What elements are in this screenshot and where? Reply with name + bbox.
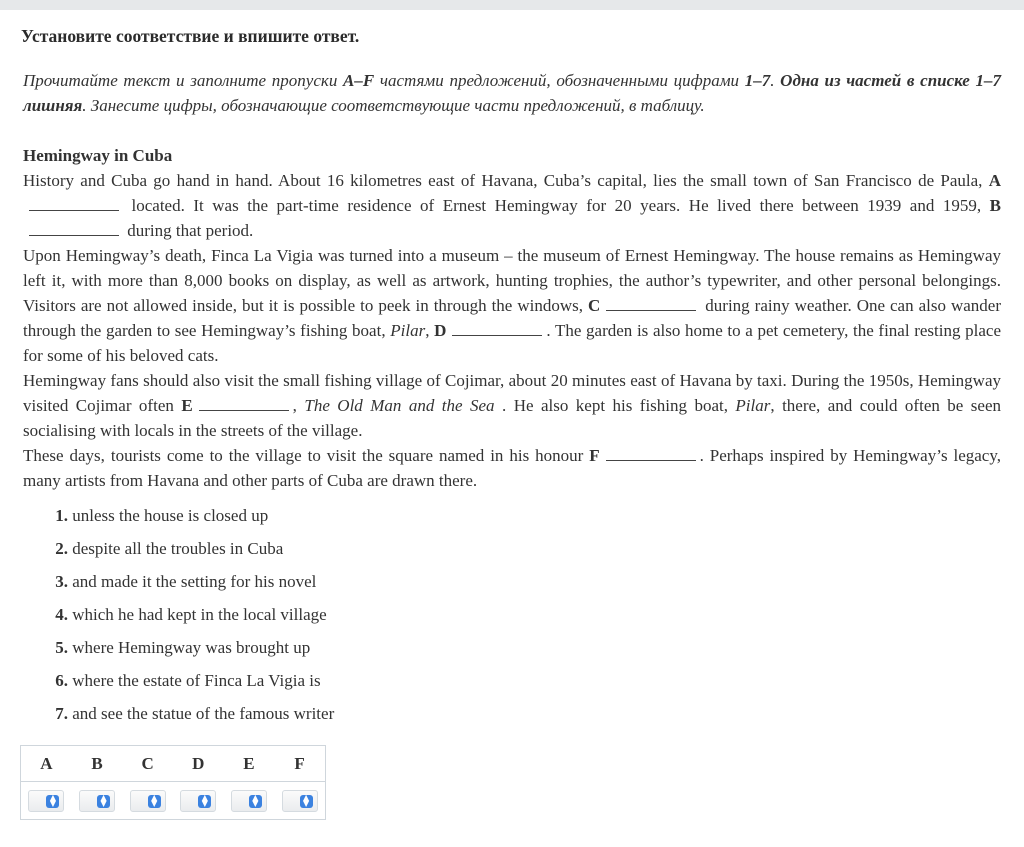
answer-cell <box>21 782 72 820</box>
option-text: unless the house is closed up <box>72 506 269 525</box>
select-arrows-icon: ▲ ▼ <box>249 795 262 808</box>
answer-select-a[interactable] <box>28 790 64 812</box>
option-number: 6. <box>55 671 68 690</box>
text-paragraph-4 <box>23 443 1001 493</box>
gap-blank-a <box>29 196 119 211</box>
option-number: 3. <box>55 572 68 591</box>
option-text: which he had kept in the local village <box>72 605 327 624</box>
answer-select-f[interactable] <box>282 790 318 812</box>
option-text: and made it the setting for his novel <box>72 572 317 591</box>
gap-label-d: D <box>434 321 447 340</box>
answer-select-b[interactable] <box>79 790 115 812</box>
text-paragraph-3 <box>23 368 1001 443</box>
boat-name: Pilar <box>390 321 426 340</box>
text-span: . Perhaps inspired by Hemingway’s legacy, many artists from Havana and other parts of Cuba are drawn there. <box>23 446 1001 490</box>
option-item <box>23 602 334 635</box>
option-item <box>23 701 334 734</box>
answer-header-a: A <box>21 746 72 782</box>
text-span: These days, tourists come to the village to visit the square named in his honour <box>23 446 590 465</box>
instr-part: . Занесите цифры, обозначающие соответствующие части предложений, в таблицу. <box>82 96 705 115</box>
text-span: Hemingway fans should also visit the small fishing village of Cojimar, about 20 minutes east of Havana by taxi. During the 1950s, Hemingway visited Cojimar often <box>23 371 1001 415</box>
option-item <box>23 536 334 569</box>
gap-label-b: B <box>989 196 1001 215</box>
text-span: during rainy weather. One can also wander through the garden to see Hemingway’s fishing boat, <box>23 296 1002 340</box>
gap-label-e: E <box>181 396 193 415</box>
novel-title: The Old Man and the Sea <box>304 396 495 415</box>
instr-bold: A–F <box>343 71 375 90</box>
options-list <box>23 503 334 734</box>
instr-part: . <box>770 71 781 90</box>
option-text: where the estate of Finca La Vigia is <box>72 671 321 690</box>
answer-header-c: C <box>122 746 173 782</box>
text-span: . The garden is also home to a pet cemetery, the final resting place for some of his beloved cats. <box>23 321 1001 365</box>
answer-cell <box>224 782 275 820</box>
boat-name: Pilar <box>735 396 771 415</box>
text-span: during that period. <box>123 221 254 240</box>
instr-bold: Одна из частей в списке 1–7 лишняя <box>23 71 1002 115</box>
text-span: , there, and could often be seen socialising with locals in the streets of the village. <box>23 396 1002 440</box>
option-item <box>23 569 334 602</box>
gap-label-f: F <box>589 446 600 465</box>
option-text: and see the statue of the famous writer <box>72 704 335 723</box>
answer-select-row <box>21 782 326 820</box>
text-paragraph-1 <box>23 168 1001 243</box>
task-instructions <box>23 68 1001 118</box>
answer-cell <box>72 782 123 820</box>
answer-header-d: D <box>173 746 224 782</box>
select-arrows-icon: ▲ ▼ <box>46 795 59 808</box>
task-title: Установите соответствие и впишите ответ. <box>21 26 360 46</box>
instr-part: частями предложений, обозначенными цифрами <box>374 71 745 90</box>
text-span: History and Cuba go hand in hand. About 16 kilometres east of Havana, Cuba’s capital, lies the small town of San Francisco de Paula, <box>23 171 989 190</box>
text-paragraph-2 <box>23 243 1001 368</box>
option-item <box>23 503 334 536</box>
gap-blank-b <box>29 221 119 236</box>
answer-cell <box>274 782 325 820</box>
option-number: 7. <box>55 704 68 723</box>
text-span: Upon Hemingway’s death, Finca La Vigia was turned into a museum – the museum of Ernest Hemingway. The house remains as Hemingway left it, with more than 8,000 books on display, as well as artwork, hunting trophies, the author’s typewriter, and other personal belongings. Visitors are not allowed inside, but it is possible to peek in through the windows, <box>23 246 1001 315</box>
answer-select-d[interactable] <box>180 790 216 812</box>
select-arrows-icon: ▲ ▼ <box>97 795 110 808</box>
answer-table <box>20 745 326 820</box>
text-span: located. It was the part-time residence of Ernest Hemingway for 20 years. He lived there between 1939 and 1959, <box>123 196 990 215</box>
text-span: . He also kept his fishing boat, <box>494 396 736 415</box>
option-number: 2. <box>55 539 68 558</box>
gap-label-c: C <box>588 296 601 315</box>
option-number: 4. <box>55 605 68 624</box>
answer-select-e[interactable] <box>231 790 267 812</box>
select-arrows-icon: ▲ ▼ <box>300 795 313 808</box>
top-bar <box>0 0 1024 10</box>
gap-blank-d <box>452 321 542 336</box>
answer-cell <box>173 782 224 820</box>
option-text: despite all the troubles in Cuba <box>72 539 284 558</box>
answer-header-b: B <box>72 746 123 782</box>
answer-select-c[interactable] <box>130 790 166 812</box>
reading-text <box>23 143 1001 493</box>
answer-header-e: E <box>224 746 275 782</box>
gap-blank-e <box>199 396 289 411</box>
option-text: where Hemingway was brought up <box>72 638 311 657</box>
instr-bold: 1–7 <box>744 71 771 90</box>
gap-blank-c <box>606 296 696 311</box>
gap-blank-f <box>606 446 696 461</box>
instr-part: Прочитайте текст и заполните пропуски <box>23 71 344 90</box>
gap-label-a: A <box>988 171 1001 190</box>
text-span: , <box>425 321 435 340</box>
option-item <box>23 635 334 668</box>
answer-cell <box>122 782 173 820</box>
option-item <box>23 668 334 701</box>
text-title: Hemingway in Cuba <box>23 146 173 165</box>
select-arrows-icon: ▲ ▼ <box>148 795 161 808</box>
option-number: 1. <box>55 506 68 525</box>
select-arrows-icon: ▲ ▼ <box>198 795 211 808</box>
answer-header-f: F <box>274 746 325 782</box>
answer-header-row <box>21 746 326 782</box>
text-span: , <box>292 396 305 415</box>
option-number: 5. <box>55 638 68 657</box>
